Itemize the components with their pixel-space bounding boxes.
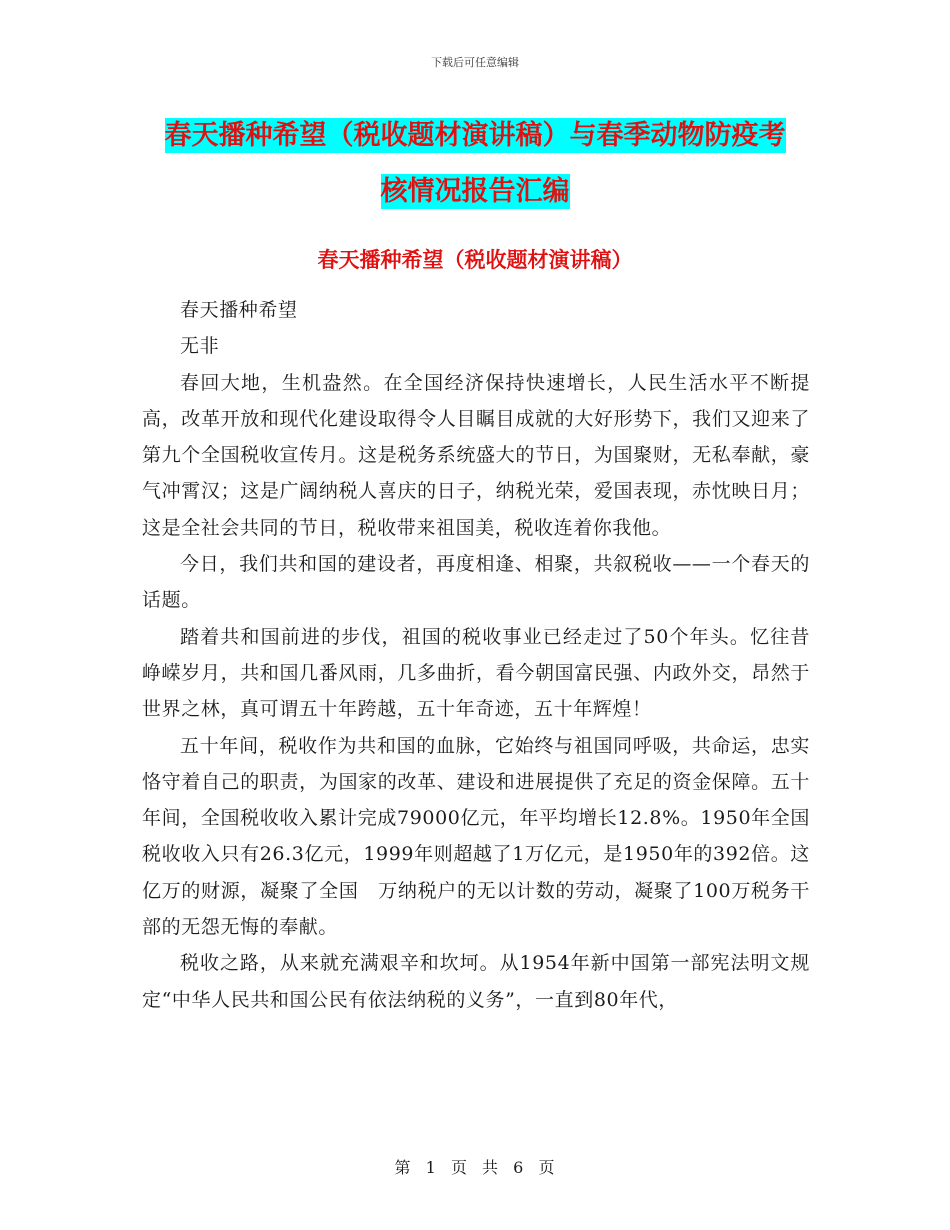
page-total: 6 — [513, 1158, 525, 1177]
paragraph: 踏着共和国前进的步伐，祖国的税收事业已经走过了50个年头。忆往昔峥嵘岁月，共和国几番风雨，几多曲折，看今朝国富民强、内政外交，昂然于世界之林，真可谓五十年跨越，五十年奇迹，五十年辉煌！ — [142, 625, 810, 721]
footer-suffix: 页 — [538, 1158, 556, 1177]
paragraph: 今日，我们共和国的建设者，再度相逢、相聚，共叙税收——一个春天的话题。 — [142, 553, 810, 612]
paragraph: 春天播种希望 — [180, 299, 298, 321]
document-title-line-2: 核情况报告汇编 — [380, 176, 570, 207]
paragraph: 五十年间，税收作为共和国的血脉，它始终与祖国同呼吸，共命运，忠实恪守着自己的职责，为国家的改革、建设和进展提供了充足的资金保障。五十年间，全国税收收入累计完成79000亿元，年平均增长12.8%。1950年全国税收收入只有26.3亿元，1999年则超越了1万亿元，是1950年的392倍。这亿万的财源，凝聚了全国 万纳税户的无以计数的劳动，凝聚了100万税务干部的无怨无悔的奉献。 — [142, 734, 810, 939]
document-title-line-1: 春天播种希望（税收题材演讲稿）与春季动物防疫考 — [164, 120, 786, 151]
header-note: 下载后可任意编辑 — [431, 56, 519, 69]
page-number: 1 — [425, 1158, 437, 1177]
paragraph: 春回大地，生机盎然。在全国经济保持快速增长，人民生活水平不断提高，改革开放和现代化建设取得令人目瞩目成就的大好形势下，我们又迎来了第九个全国税收宣传月。这是税务系统盛大的节日，为国聚财，无私奉献，豪气冲霄汉；这是广阔纳税人喜庆的日子，纳税光荣，爱国表现，赤忱映日月；这是全社会共同的节日，税收带来祖国美，税收连着你我他。 — [142, 371, 810, 539]
footer-mid2: 共 — [482, 1158, 500, 1177]
footer-prefix: 第 — [394, 1158, 412, 1177]
paragraph: 无非 — [180, 335, 220, 358]
document-title — [120, 108, 830, 220]
page-footer — [0, 1155, 950, 1178]
section-title: 春天播种希望（税收题材演讲稿） — [317, 248, 633, 272]
paragraph: 税收之路，从来就充满艰辛和坎坷。从1954年新中国第一部宪法明文规定“中华人民共和国公民有依法纳税的义务”，一直到80年代， — [142, 952, 810, 1011]
footer-mid1: 页 — [450, 1158, 468, 1177]
body-text — [142, 292, 810, 1018]
